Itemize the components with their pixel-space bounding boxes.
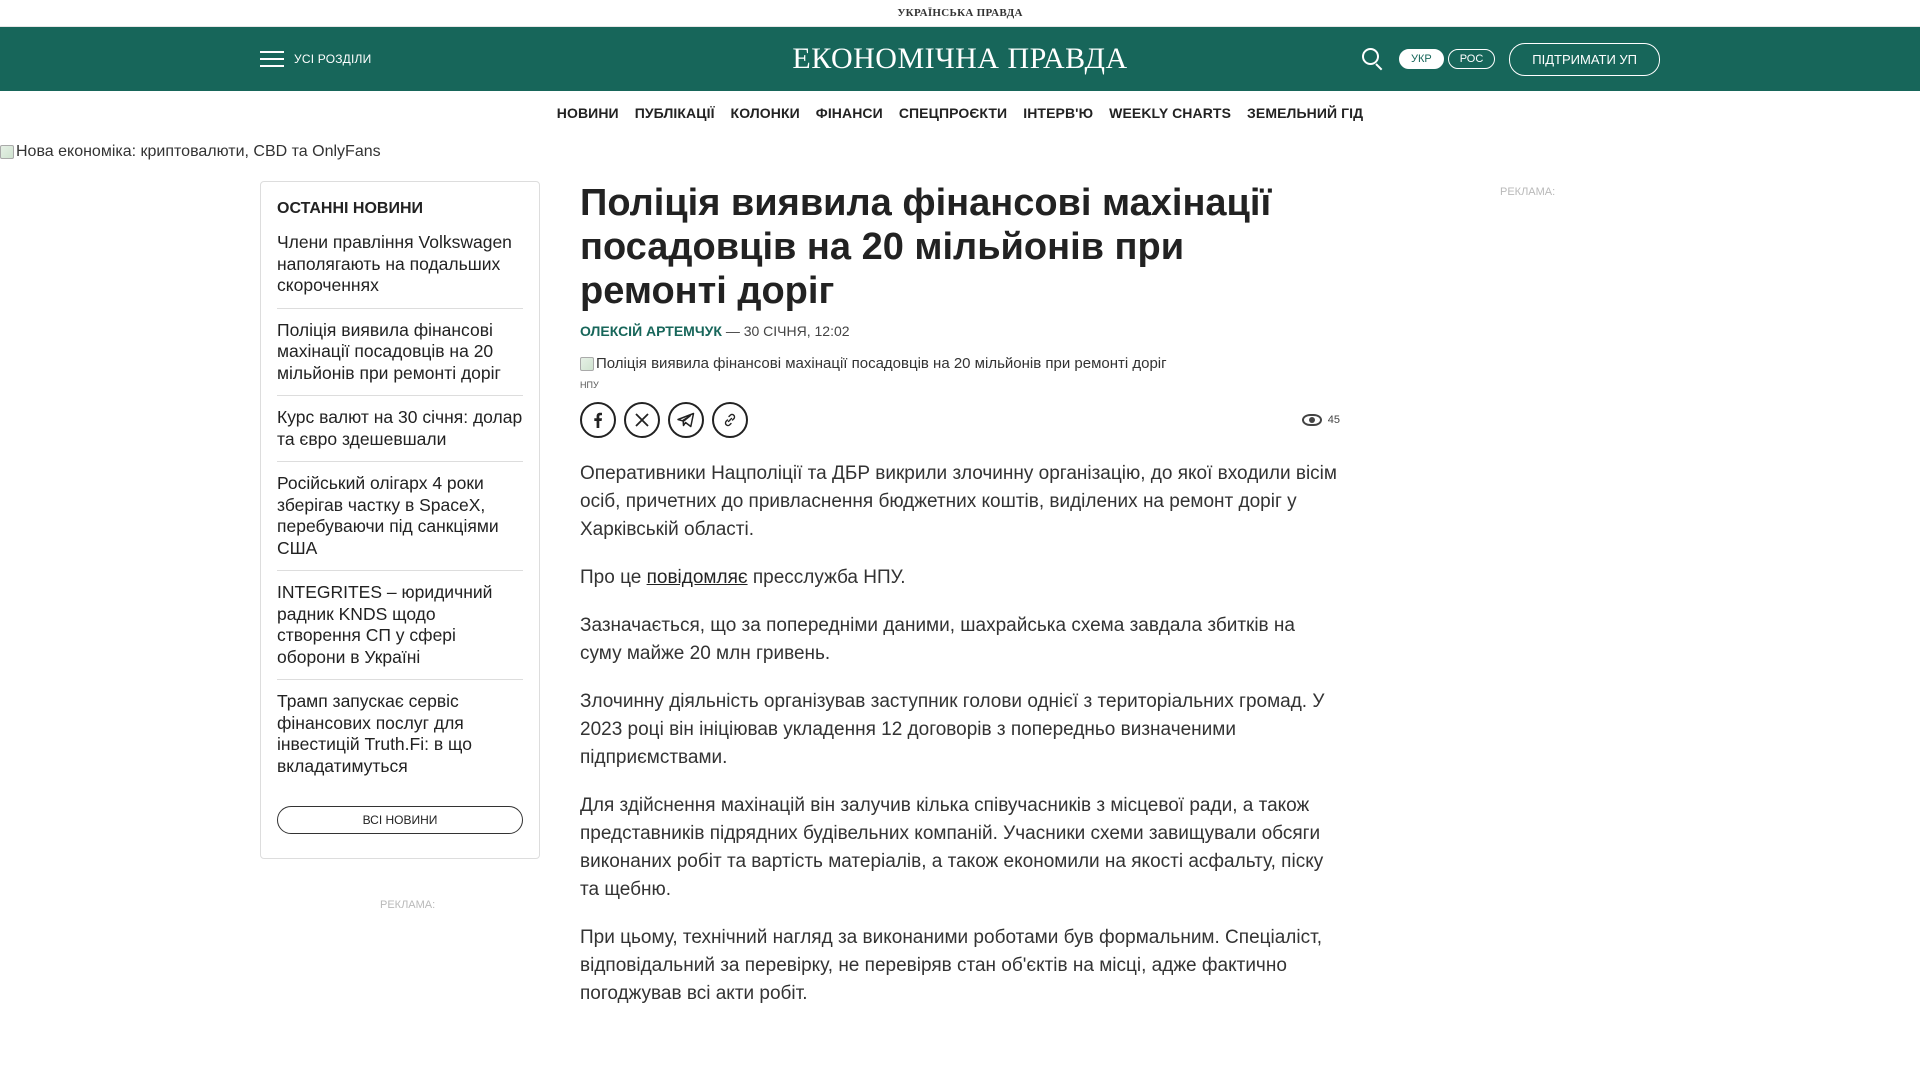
all-sections-button[interactable] (260, 51, 371, 67)
nav-item-interviews[interactable]: ІНТЕРВ'Ю (1023, 105, 1094, 121)
source-link[interactable]: повідомляє (646, 567, 748, 588)
news-item[interactable]: Члени правління Volkswagen наполягають на подальших скороченнях (277, 232, 523, 309)
latest-news-sidebar (260, 181, 540, 859)
article-meta (580, 323, 1340, 339)
article-image-alt: Поліція виявила фінансові махінації посадовців на 20 мільйонів при ремонті доріг (596, 355, 1167, 372)
article-paragraph (580, 564, 1340, 592)
article-date: — 30 СІЧНЯ, 12:02 (725, 323, 850, 339)
nav-item-finance[interactable]: ФІНАНСИ (815, 105, 883, 121)
article (580, 181, 1340, 1004)
article-paragraph: Оперативники Нацполіції та ДБР викрили злочинну організацію, до якої входили вісім осіб, причетних до привласнення бюджетних коштів, виділених на ремонт доріг у Харківській області. (580, 463, 1337, 540)
all-news-button[interactable]: ВСІ НОВИНИ (277, 806, 523, 834)
main-nav (0, 91, 1920, 133)
lang-ukr-button[interactable]: УКР (1399, 49, 1444, 69)
search-icon[interactable] (1361, 47, 1385, 71)
lang-ros-button[interactable]: РОС (1448, 49, 1496, 69)
broken-image-icon (0, 145, 14, 159)
nav-item-land-guide[interactable]: ЗЕМЕЛЬНИЙ ГІД (1247, 105, 1364, 121)
article-image (580, 355, 1340, 372)
support-button[interactable]: ПІДТРИМАТИ УП (1509, 43, 1660, 76)
article-title: Поліція виявила фінансові махінації посадовців на 20 мільйонів при ремонті доріг (580, 182, 1272, 312)
site-header (0, 27, 1920, 91)
top-strip (0, 0, 1920, 27)
article-paragraph: Зазначається, що за попередніми даними, шахрайська схема завдала збитків на суму майже 20 млн гривень. (580, 615, 1295, 664)
x-icon (634, 412, 650, 428)
site-logo[interactable]: ЕКОНОМІЧНА ПРАВДА (792, 42, 1128, 75)
views-count: 45 (1327, 414, 1340, 426)
telegram-share-button[interactable] (668, 402, 704, 438)
broken-image-icon (580, 357, 594, 371)
views-counter (1302, 414, 1340, 426)
nav-item-weekly-charts[interactable]: WEEKLY CHARTS (1109, 105, 1232, 121)
nav-item-news[interactable]: НОВИНИ (556, 105, 619, 121)
nav-item-columns[interactable]: КОЛОНКИ (730, 105, 800, 121)
x-share-button[interactable] (624, 402, 660, 438)
hamburger-icon (260, 51, 284, 67)
share-row (580, 402, 1340, 438)
author-link[interactable]: ОЛЕКСІЙ АРТЕМЧУК (580, 323, 722, 339)
sidebar-title: ОСТАННІ НОВИНИ (277, 200, 424, 217)
news-item[interactable]: INTEGRITES – юридичний радник KNDS щодо створення СП у сфері оборони в Україні (277, 582, 523, 680)
article-body (580, 460, 1340, 1004)
article-paragraph: Для здійснення махінацій він залучив кілька співучасників з місцевої ради, а також представників підрядних будівельних компаній. Учасники схеми завищували обсяги виконаних робіт та вартість матеріалів, а також економили на якості асфальту, піску та щебню. (580, 795, 1324, 900)
copy-link-button[interactable] (712, 402, 748, 438)
nav-item-publications[interactable]: ПУБЛІКАЦІЇ (634, 105, 715, 121)
news-item[interactable]: Курс валют на 30 січня: долар та євро здешевшали (277, 407, 523, 462)
nav-item-specprojects[interactable]: СПЕЦПРОЄКТИ (898, 105, 1008, 121)
ad-label-right: РЕКЛАМА: (1500, 186, 1556, 198)
link-icon (722, 412, 738, 428)
article-paragraph: При цьому, технічний нагляд за виконаними роботами був формальним. Спеціаліст, відповідальний за перевірку, не перевіряв стан об'єктів на місці, адже фактично погоджував всі акти робіт. (580, 927, 1322, 1004)
paragraph-text: Про це (580, 567, 647, 588)
banner-image[interactable] (0, 133, 1920, 163)
facebook-icon (590, 412, 606, 428)
news-item[interactable]: Трамп запускає сервіс фінансових послуг для інвестицій Truth.Fi: в що вкладатимуться (277, 691, 472, 776)
photo-credit: НПУ (580, 380, 599, 390)
ad-label-left: РЕКЛАМА: (380, 899, 436, 911)
news-item[interactable]: Російський олігарх 4 роки зберігав частку в SpaceX, перебуваючи під санкціями США (277, 473, 523, 571)
facebook-share-button[interactable] (580, 402, 616, 438)
all-sections-label: УСІ РОЗДІЛИ (294, 52, 372, 66)
banner-alt-text: Нова економіка: криптовалюти, CBD та OnlyFans (16, 143, 381, 160)
news-item[interactable]: Поліція виявила фінансові махінації посадовців на 20 мільйонів при ремонті доріг (277, 320, 523, 397)
article-paragraph: Злочинну діяльність організував заступник голови однієї з територіальних громад. У 2023 році він ініціював укладення 12 договорів з попередньо визначеними підприємствами. (580, 691, 1325, 768)
paragraph-text: пресслужба НПУ. (747, 567, 906, 588)
eye-icon (1302, 414, 1322, 426)
telegram-icon (677, 412, 695, 428)
up-brand-link[interactable]: УКРАЇНСЬКА ПРАВДА (897, 7, 1023, 19)
